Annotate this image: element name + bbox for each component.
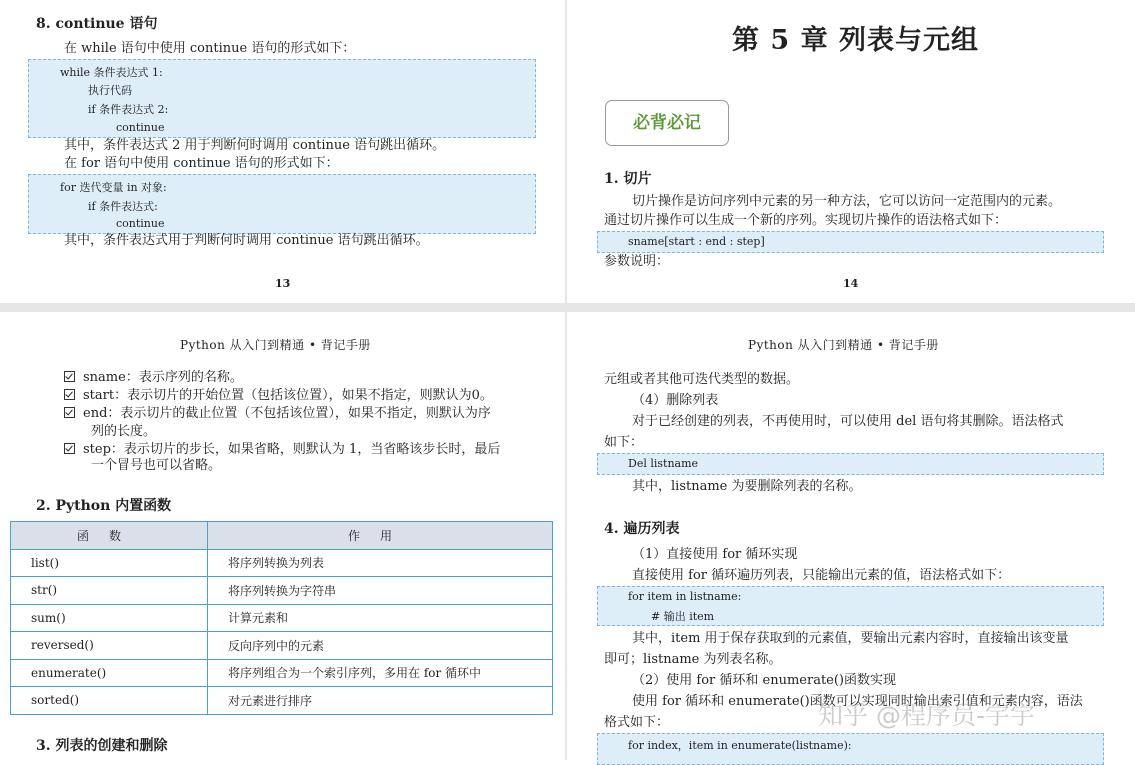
code-line: while 条件表达式 1: [60,66,163,79]
code-block-enumerate [597,733,1104,765]
cell-function: str() [11,577,208,605]
code-line: continue [116,217,165,230]
cell-function: sorted() [11,687,208,715]
bullet-item [64,387,493,405]
paragraph: 元组或者其他可迭代类型的数据。 [604,372,800,387]
code-block-for [28,174,536,234]
builtin-functions-table [10,521,553,715]
running-header: Python 从入门到精通 • 背记手册 [180,338,371,352]
intro-while: 在 while 语句中使用 continue 语句的形式如下： [64,41,356,56]
checkbox-icon [64,443,75,454]
code-block-for-item [597,586,1104,626]
bullet-text: step：表示切片的步长，如果省略，则默认为 1，当省略该步长时，最后 [83,442,501,457]
code-line: Del listname [628,457,699,470]
section-heading-builtins: 2. Python 内置函数 [36,498,172,514]
table-row [11,659,553,687]
paragraph: 切片操作是访问序列中元素的另一种方法，它可以访问一定范围内的元素。 [632,194,1062,209]
code-block-del [597,453,1104,475]
cell-function: reversed() [11,632,208,660]
checkbox-icon [64,389,75,400]
table-row [11,687,553,715]
paragraph: 使用 for 循环和 enumerate()函数可以实现同时输出索引值和元素内容，语法 [632,694,1083,709]
table-row [11,604,553,632]
chapter-title: 第 5 章 列表与元组 [732,25,979,56]
code-line: # 输出 item [651,610,715,623]
params-label: 参数说明： [604,254,670,269]
table-header-row [11,522,553,550]
column-header: 作用 [208,522,553,550]
paragraph: 其中，item 用于保存获取到的元素值，要输出元素内容时，直接输出该变量 [632,631,1069,646]
section-heading-list-create: 3. 列表的创建和删除 [36,738,168,754]
bullet-text-cont: 列的长度。 [91,424,157,439]
must-remember-box: 必背必记 [605,100,729,146]
checkbox-icon [64,371,75,382]
code-line: continue [116,121,165,134]
cell-function: list() [11,549,208,577]
bullet-text-cont: 一个冒号也可以省略。 [91,458,222,473]
paragraph: 如下： [604,435,644,450]
bullet-text: end：表示切片的截止位置（不包括该位置），如果不指定，则默认为序 [83,406,491,421]
page-gap-vertical [565,0,567,760]
checkbox-icon [64,407,75,418]
code-line: sname[start : end : step] [628,235,765,248]
code-line: 执行代码 [88,84,132,97]
paragraph: 格式如下： [604,715,670,730]
bullet-item [64,369,243,387]
cell-purpose: 对元素进行排序 [208,687,553,715]
subheading-for: （1）直接使用 for 循环实现 [632,547,798,562]
explain-2: 其中，条件表达式用于判断何时调用 continue 语句跳出循环。 [64,233,429,248]
code-block-while [28,59,536,138]
cell-purpose: 反向序列中的元素 [208,632,553,660]
paragraph: 即可；listname 为列表名称。 [604,652,782,667]
code-line: for item in listname: [628,590,742,603]
code-line: if 条件表达式: [88,200,158,213]
section-heading-traverse: 4. 遍历列表 [604,521,680,537]
code-block-slice [597,231,1104,253]
paragraph: 对于已经创建的列表，不再使用时，可以使用 del 语句将其删除。语法格式 [632,414,1064,429]
cell-purpose: 将序列转换为列表 [208,549,553,577]
explain-1: 其中，条件表达式 2 用于判断何时调用 continue 语句跳出循环。 [64,138,446,153]
cell-function: sum() [11,604,208,632]
page-number: 14 [843,277,859,290]
code-line: for 迭代变量 in 对象: [60,181,167,194]
cell-purpose: 将序列组合为一个索引序列，多用在 for 循环中 [208,659,553,687]
paragraph: 通过切片操作可以生成一个新的序列。实现切片操作的语法格式如下： [604,213,1008,228]
bullet-text: sname：表示序列的名称。 [83,370,243,385]
code-line: for index，item in enumerate(listname): [628,739,852,752]
bullet-item [64,405,491,423]
code-line: if 条件表达式 2: [88,103,169,116]
page-number: 13 [275,277,291,290]
table-row [11,577,553,605]
section-heading-slice: 1. 切片 [604,171,652,187]
subheading-enumerate: （2）使用 for 循环和 enumerate()函数实现 [632,673,897,688]
paragraph: 直接使用 for 循环遍历列表，只能输出元素的值，语法格式如下： [632,568,1011,583]
intro-for: 在 for 语句中使用 continue 语句的形式如下： [64,156,339,171]
page-gap-horizontal [0,303,1135,312]
watermark: 知乎 @程序员-宇宇 [818,701,1035,730]
section-heading-continue: 8. continue 语句 [36,16,158,32]
cell-purpose: 将序列转换为字符串 [208,577,553,605]
column-header: 函数 [11,522,208,550]
bullet-text: start：表示切片的开始位置（包括该位置），如果不指定，则默认为0。 [83,388,493,403]
table-row [11,549,553,577]
paragraph: 其中，listname 为要删除列表的名称。 [632,479,862,494]
subheading-delete: （4）删除列表 [632,393,719,408]
cell-function: enumerate() [11,659,208,687]
cell-purpose: 计算元素和 [208,604,553,632]
running-header: Python 从入门到精通 • 背记手册 [748,338,939,352]
table-row [11,632,553,660]
